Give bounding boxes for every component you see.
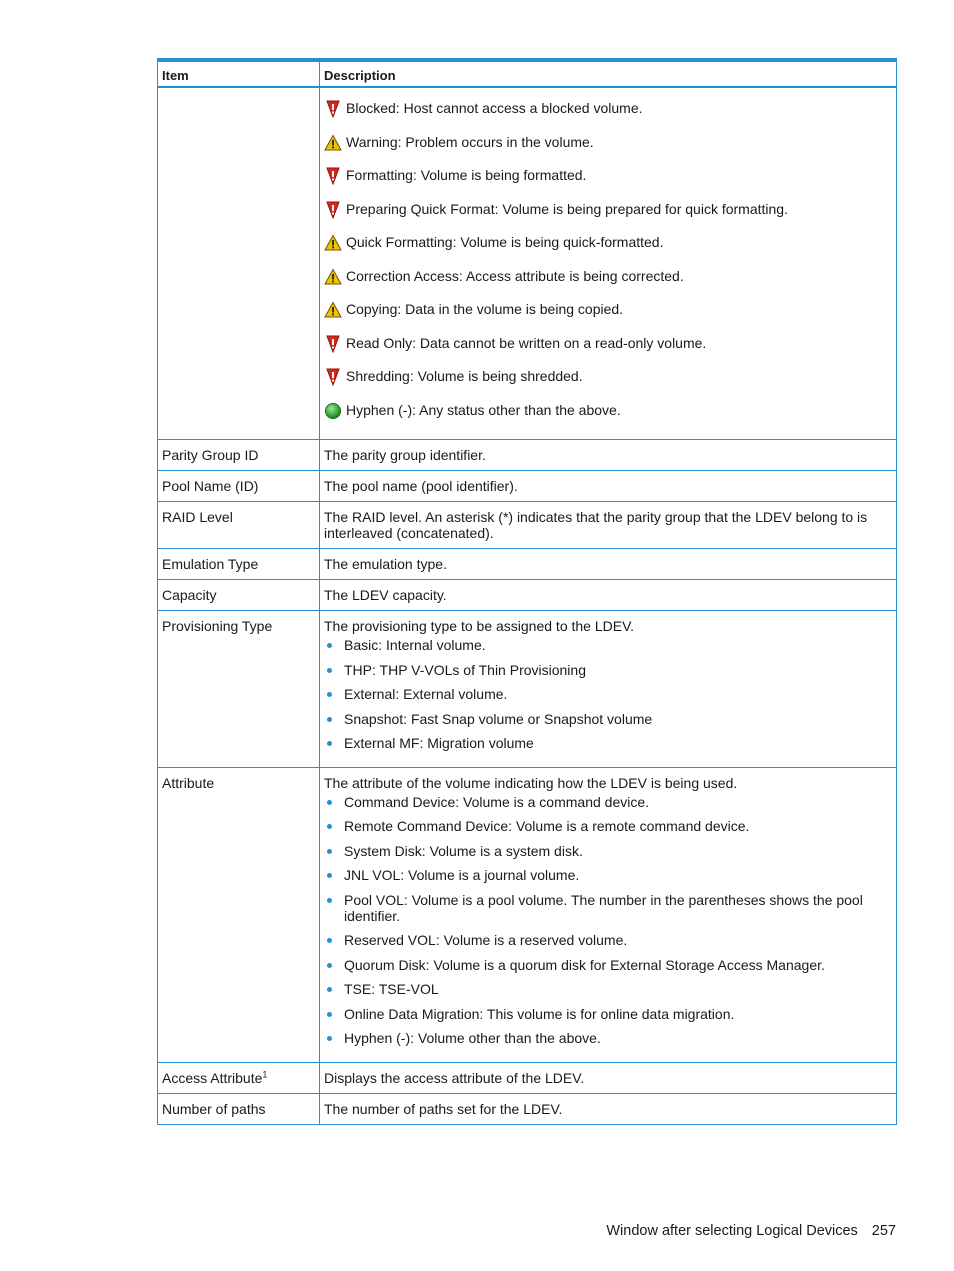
status-text: Hyphen (-): Any status other than the above. xyxy=(346,401,621,418)
status-item xyxy=(324,335,892,369)
warning-icon xyxy=(324,268,342,286)
status-text: Copying: Data in the volume is being copied. xyxy=(346,301,624,317)
list-item: System Disk: Volume is a system disk. xyxy=(324,843,892,859)
ldev-info-table xyxy=(157,58,897,1125)
page-number: 257 xyxy=(871,1223,896,1239)
attribute-list xyxy=(324,794,892,1047)
status-text: Blocked: Host cannot access a blocked volume. xyxy=(346,100,643,116)
status-text: Correction Access: Access attribute is being corrected. xyxy=(346,267,684,284)
header-item: Item xyxy=(158,60,320,87)
description-cell xyxy=(320,611,897,768)
description-cell: The LDEV capacity. xyxy=(320,580,897,611)
table-row xyxy=(158,580,897,611)
table-row xyxy=(158,440,897,471)
warning-icon xyxy=(324,301,342,319)
blocked-icon xyxy=(324,167,342,185)
status-item xyxy=(324,167,892,201)
status-item xyxy=(324,134,892,168)
table-row xyxy=(158,471,897,502)
warning-icon xyxy=(324,234,342,252)
table-row xyxy=(158,1062,897,1093)
description-text: The attribute of the volume indicating how the LDEV is being used. xyxy=(324,774,738,791)
item-cell xyxy=(158,1062,320,1093)
item-text: Access Attribute xyxy=(162,1069,263,1086)
status-text: Warning: Problem occurs in the volume. xyxy=(346,133,594,150)
status-list xyxy=(324,88,892,439)
table-row xyxy=(158,767,897,1062)
status-item xyxy=(324,301,892,335)
list-item: TSE: TSE-VOL xyxy=(324,981,892,997)
status-item xyxy=(324,402,892,436)
item-cell: Capacity xyxy=(158,580,320,611)
status-item xyxy=(324,268,892,302)
status-text: Quick Formatting: Volume is being quick-formatted. xyxy=(346,234,664,250)
description-cell xyxy=(320,767,897,1062)
table-row xyxy=(158,549,897,580)
blocked-icon xyxy=(324,201,342,219)
warning-icon xyxy=(324,134,342,152)
description-cell: The RAID level. An asterisk (*) indicates that the parity group that the LDEV belong to is interleaved (concatenated). xyxy=(320,502,897,549)
list-item: Hyphen (-): Volume other than the above. xyxy=(324,1030,892,1046)
item-cell: Pool Name (ID) xyxy=(158,471,320,502)
blocked-icon xyxy=(324,100,342,118)
status-item xyxy=(324,368,892,402)
status-text: Read Only: Data cannot be written on a read-only volume. xyxy=(346,334,707,351)
description-cell: The number of paths set for the LDEV. xyxy=(320,1093,897,1124)
status-item-cell xyxy=(158,87,320,440)
status-item xyxy=(324,100,892,134)
footnote-marker: 1 xyxy=(262,1068,268,1079)
list-item: Command Device: Volume is a command device. xyxy=(324,794,892,810)
list-item: Basic: Internal volume. xyxy=(324,637,892,653)
table-header-row xyxy=(158,60,897,87)
footer-section-title: Window after selecting Logical Devices xyxy=(606,1223,858,1239)
description-cell: The emulation type. xyxy=(320,549,897,580)
normal-icon xyxy=(324,402,342,420)
header-description: Description xyxy=(320,60,897,87)
table-row-status xyxy=(158,87,897,440)
item-cell: RAID Level xyxy=(158,502,320,549)
status-text: Shredding: Volume is being shredded. xyxy=(346,368,583,384)
table-row xyxy=(158,1093,897,1124)
list-item: Snapshot: Fast Snap volume or Snapshot volume xyxy=(324,711,892,727)
list-item: Online Data Migration: This volume is for online data migration. xyxy=(324,1006,892,1022)
description-cell: Displays the access attribute of the LDEV. xyxy=(320,1062,897,1093)
description-cell: The parity group identifier. xyxy=(320,440,897,471)
status-text: Formatting: Volume is being formatted. xyxy=(346,167,587,183)
item-cell: Number of paths xyxy=(158,1093,320,1124)
description-text: The provisioning type to be assigned to the LDEV. xyxy=(324,618,635,634)
list-item: THP: THP V-VOLs of Thin Provisioning xyxy=(324,662,892,678)
list-item: JNL VOL: Volume is a journal volume. xyxy=(324,867,892,883)
status-text: Preparing Quick Format: Volume is being prepared for quick formatting. xyxy=(346,200,788,217)
status-item xyxy=(324,201,892,235)
item-cell: Parity Group ID xyxy=(158,440,320,471)
list-item: External MF: Migration volume xyxy=(324,735,892,751)
table-row xyxy=(158,611,897,768)
provisioning-list xyxy=(324,637,892,751)
list-item: Quorum Disk: Volume is a quorum disk for External Storage Access Manager. xyxy=(324,957,892,973)
blocked-icon xyxy=(324,368,342,386)
table-row xyxy=(158,502,897,549)
list-item: External: External volume. xyxy=(324,686,892,702)
list-item: Remote Command Device: Volume is a remote command device. xyxy=(324,818,892,834)
list-item: Pool VOL: Volume is a pool volume. The number in the parentheses shows the pool identifier. xyxy=(324,892,892,924)
status-description-cell xyxy=(320,87,897,440)
status-item xyxy=(324,234,892,268)
blocked-icon xyxy=(324,335,342,353)
page-footer xyxy=(606,1223,896,1239)
item-cell: Attribute xyxy=(158,767,320,1062)
item-cell: Provisioning Type xyxy=(158,611,320,768)
description-cell: The pool name (pool identifier). xyxy=(320,471,897,502)
item-cell: Emulation Type xyxy=(158,549,320,580)
list-item: Reserved VOL: Volume is a reserved volume. xyxy=(324,932,892,948)
